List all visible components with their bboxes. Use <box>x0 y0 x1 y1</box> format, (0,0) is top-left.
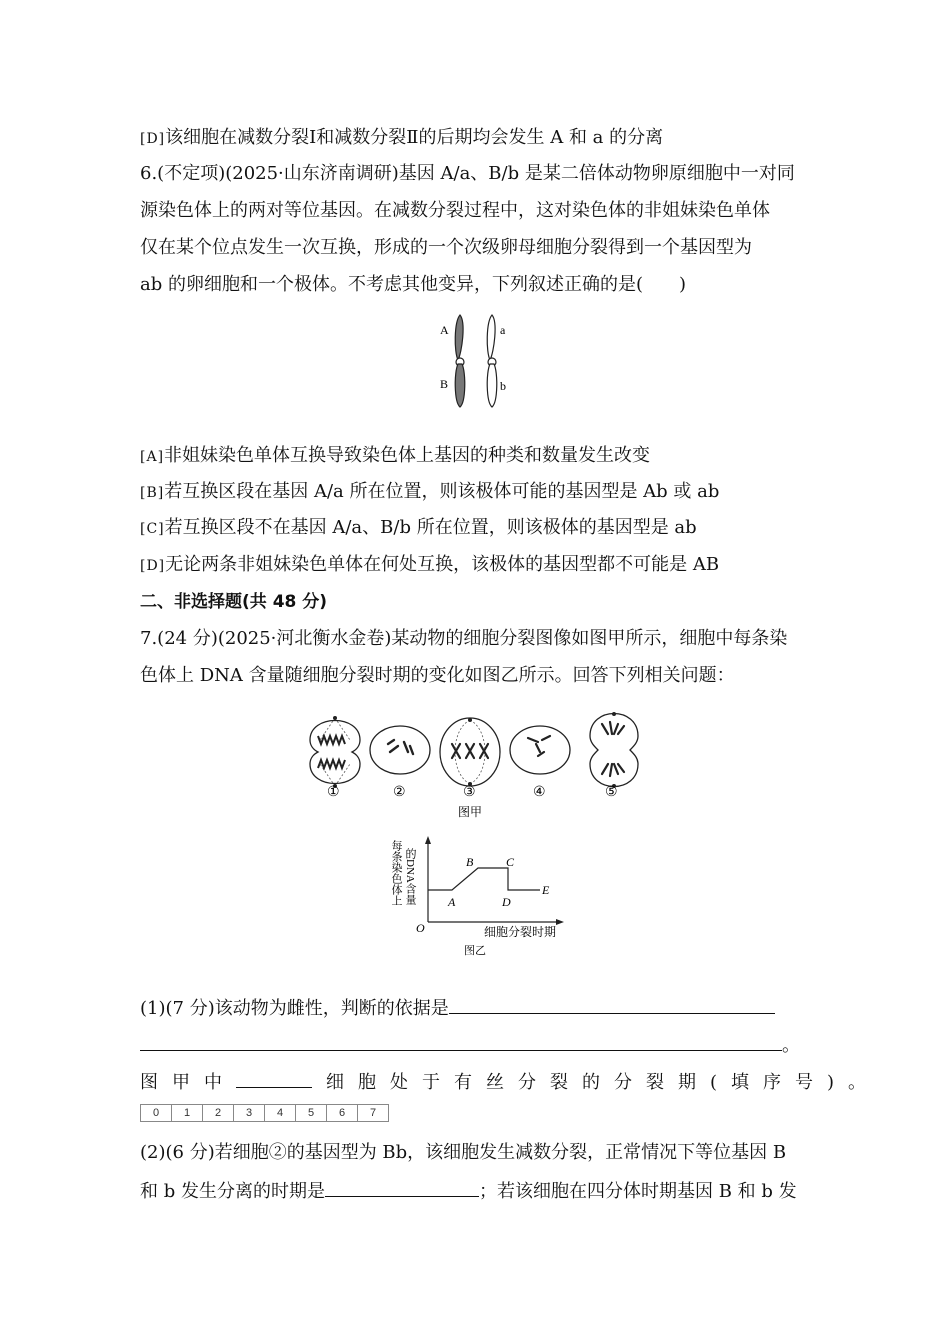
cell-number: ② <box>393 785 406 800</box>
point-label-E: E <box>542 883 550 897</box>
q6-stem-line4: ab 的卵细胞和一个极体。不考虑其他变异，下列叙述正确的是( ) <box>140 274 687 295</box>
score-cell[interactable]: 3 <box>234 1105 265 1121</box>
figure-caption: 图乙 <box>464 945 486 957</box>
sub1-phrase-b: 细胞处于有丝分裂的分裂期(填序号)。 <box>326 1072 881 1093</box>
y-axis-label <box>390 839 403 906</box>
option-text: 该细胞在减数分裂Ⅰ和减数分裂Ⅱ的后期均会发生 A 和 a 的分离 <box>165 127 664 148</box>
score-cell[interactable]: 7 <box>369 1107 377 1119</box>
q6-stem-line3: 仅在某个位点发生一次互换，形成的一个次级卵母细胞分裂得到一个基因型为 <box>140 237 752 258</box>
sub2-phrase-b: ；若该细胞在四分体时期基因 B 和 b 发 <box>478 1181 797 1202</box>
dna-content-curve <box>428 868 540 890</box>
cell-5-diagram <box>590 712 638 788</box>
q6-option-a <box>140 444 812 469</box>
score-bar <box>140 1104 389 1122</box>
score-cell[interactable]: 4 <box>265 1105 296 1121</box>
left-lower-arm <box>455 364 465 407</box>
q7-sub1-line3 <box>140 1069 881 1095</box>
point-label-A: A <box>448 895 456 909</box>
sub2-phrase-a: 和 b 发生分离的时期是 <box>140 1181 325 1202</box>
gene-label-a: a <box>500 323 506 337</box>
q7-stem-line2: 色体上 DNA 含量随细胞分裂时期的变化如图乙所示。回答下列相关问题： <box>140 665 735 686</box>
answer-blank[interactable] <box>449 995 775 1014</box>
q7-figure-yi <box>380 830 580 960</box>
option-tag: [D] <box>140 131 166 147</box>
chromosome-right <box>487 315 497 407</box>
q6-stem-line1: 6.(不定项)(2025·山东济南调研)基因 A/a、B/b 是某二倍体动物卵原细胞中一对同 <box>140 163 795 184</box>
option-text: 若互换区段在基因 A/a 所在位置，则该极体可能的基因型是 Ab 或 ab <box>164 481 720 502</box>
score-cell[interactable]: 0 <box>141 1105 172 1121</box>
section-title: 二、非选择题(共 48 分) <box>140 592 328 612</box>
point-label-D: D <box>502 895 511 909</box>
cell-number: ① <box>327 785 340 800</box>
option-tag: [A] <box>140 449 165 465</box>
q6-option-b <box>140 480 812 505</box>
q7-stem-line1: 7.(24 分)(2025·河北衡水金卷)某动物的细胞分裂图像如图甲所示，细胞中每条染 <box>140 628 788 649</box>
cell-2-diagram <box>370 726 430 774</box>
y-axis-label-2 <box>404 848 417 905</box>
answer-blank[interactable] <box>236 1069 312 1088</box>
q7-sub2-line1: (2)(6 分)若细胞②的基因型为 Bb，该细胞发生减数分裂，正常情况下等位基因 B <box>140 1142 787 1163</box>
cell-number: ④ <box>533 785 546 800</box>
right-lower-arm <box>487 364 497 407</box>
q6-stem-line2: 源染色体上的两对等位基因。在减数分裂过程中，这对染色体的非姐妹染色单体 <box>140 200 770 221</box>
figure-caption: 图甲 <box>458 805 483 819</box>
gene-label-b: b <box>500 379 506 393</box>
option-tag: [C] <box>140 521 165 537</box>
option-tag: [D] <box>140 558 166 574</box>
origin-label: O <box>416 921 425 935</box>
cell-4-diagram <box>510 726 570 774</box>
q7-sub1-line2 <box>140 1032 812 1058</box>
cell-1-diagram <box>310 716 360 788</box>
q6-option-d <box>140 553 812 578</box>
point-label-B: B <box>466 855 474 869</box>
score-cell[interactable]: 1 <box>172 1105 203 1121</box>
answer-blank[interactable] <box>325 1178 479 1197</box>
q5-option-d <box>140 126 812 151</box>
option-tag: [B] <box>140 485 165 501</box>
gene-label-B: B <box>440 377 449 391</box>
cell-number: ③ <box>463 785 476 800</box>
q7-sub2-line2 <box>140 1178 812 1204</box>
left-upper-arm <box>455 315 463 360</box>
score-cell[interactable]: 6 <box>327 1105 358 1121</box>
q6-chromosome-figure <box>430 310 520 410</box>
q6-option-c <box>140 516 812 541</box>
right-upper-arm <box>487 315 495 360</box>
option-text: 非姐妹染色单体互换导致染色体上基因的种类和数量发生改变 <box>164 445 651 466</box>
q7-figure-jia <box>300 700 650 825</box>
x-axis-label: 细胞分裂时期 <box>484 925 557 939</box>
cell-3-diagram <box>440 718 500 786</box>
answer-blank[interactable] <box>140 1032 782 1051</box>
ylabel-line1: 每条染色体上 <box>390 840 402 906</box>
sub1-end-period: 。 <box>782 1035 800 1056</box>
gene-label-A: A <box>440 323 449 337</box>
sub1-prompt: (1)(7 分)该动物为雌性，判断的依据是 <box>140 998 449 1019</box>
option-text: 无论两条非姐妹染色单体在何处互换，该极体的基因型都不可能是 AB <box>165 554 720 575</box>
q7-sub1-line1 <box>140 995 812 1021</box>
point-label-C: C <box>506 855 515 869</box>
ylabel-line2: 的DNA含量 <box>404 848 416 905</box>
score-cell[interactable]: 5 <box>296 1105 327 1121</box>
cell-number: ⑤ <box>605 785 618 800</box>
option-text: 若互换区段不在基因 A/a、B/b 所在位置，则该极体的基因型是 ab <box>164 517 697 538</box>
chromosome-left <box>455 315 465 407</box>
sub1-phrase-a: 图甲中 <box>140 1072 236 1093</box>
score-cell[interactable]: 2 <box>203 1105 234 1121</box>
